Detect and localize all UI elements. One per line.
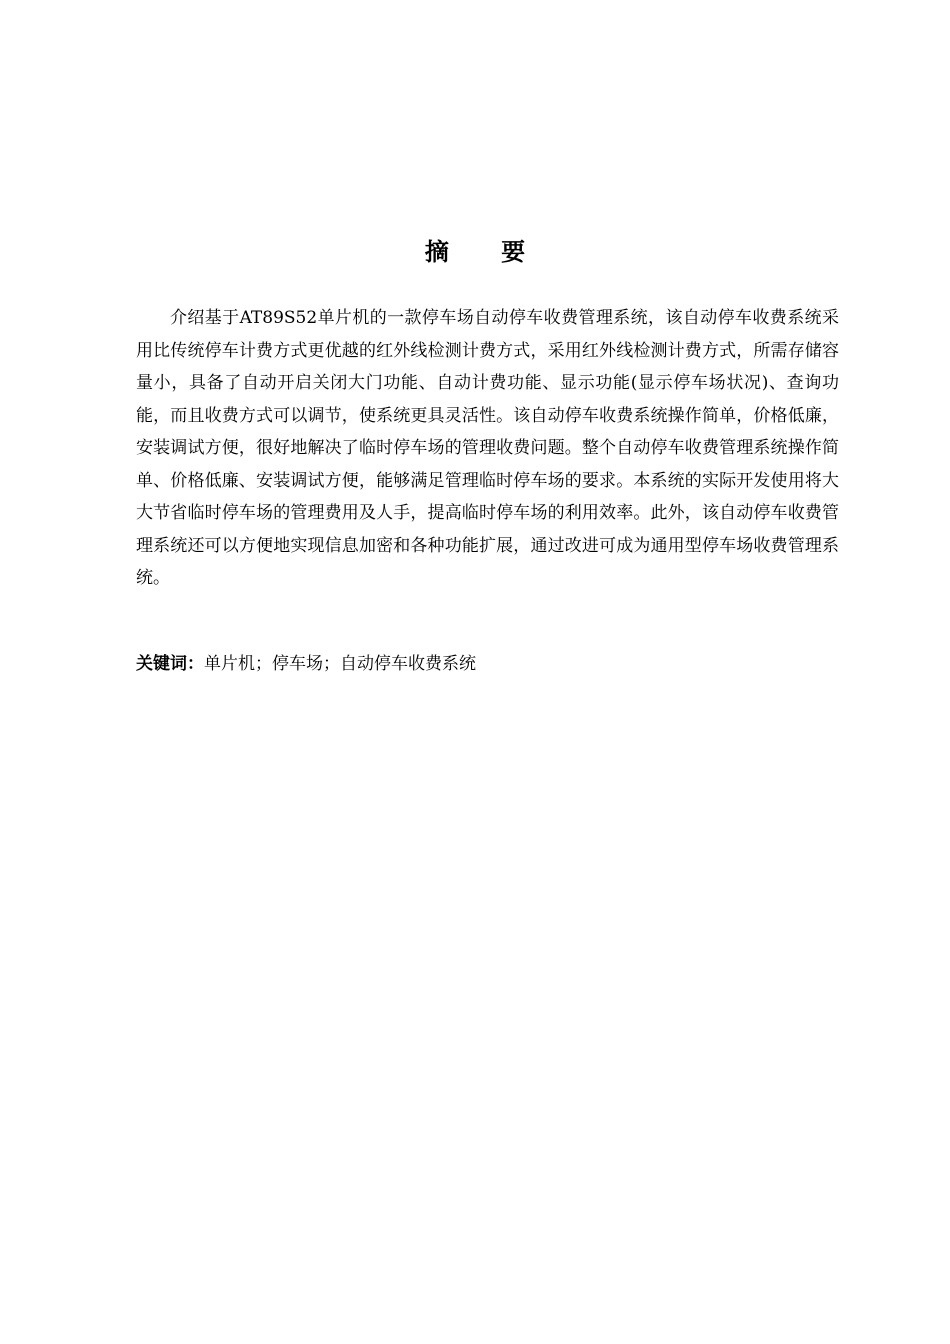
abstract-title: 摘 要	[424, 238, 548, 266]
keywords-value: 单片机；停车场；自动停车收费系统	[204, 654, 476, 674]
keywords-label: 关键词：	[136, 654, 204, 674]
abstract-body: 介绍基于AT89S52单片机的一款停车场自动停车收费管理系统，该自动停车收费系统采用比传统停车计费方式更优越的红外线检测计费方式，采用红外线检测计费方式，所需存储容量小，具备了自动开启关闭大门功能、自动计费功能、显示功能(显示停车场状况)、查询功能，而且收费方式可以调节，使系统更具灵活性。该自动停车收费系统操作简单，价格低廉，安装调试方便，很好地解决了临时停车场的管理收费问题。整个自动停车收费管理系统操作简单、价格低廉、安装调试方便，能够满足管理临时停车场的要求。本系统的实际开发使用将大大节省临时停车场的管理费用及人手，提高临时停车场的利用效率。此外，该自动停车收费管理系统还可以方便地实现信息加密和各种功能扩展，通过改进可成为通用型停车场收费管理系统。	[136, 308, 839, 588]
keywords-line	[136, 648, 839, 680]
